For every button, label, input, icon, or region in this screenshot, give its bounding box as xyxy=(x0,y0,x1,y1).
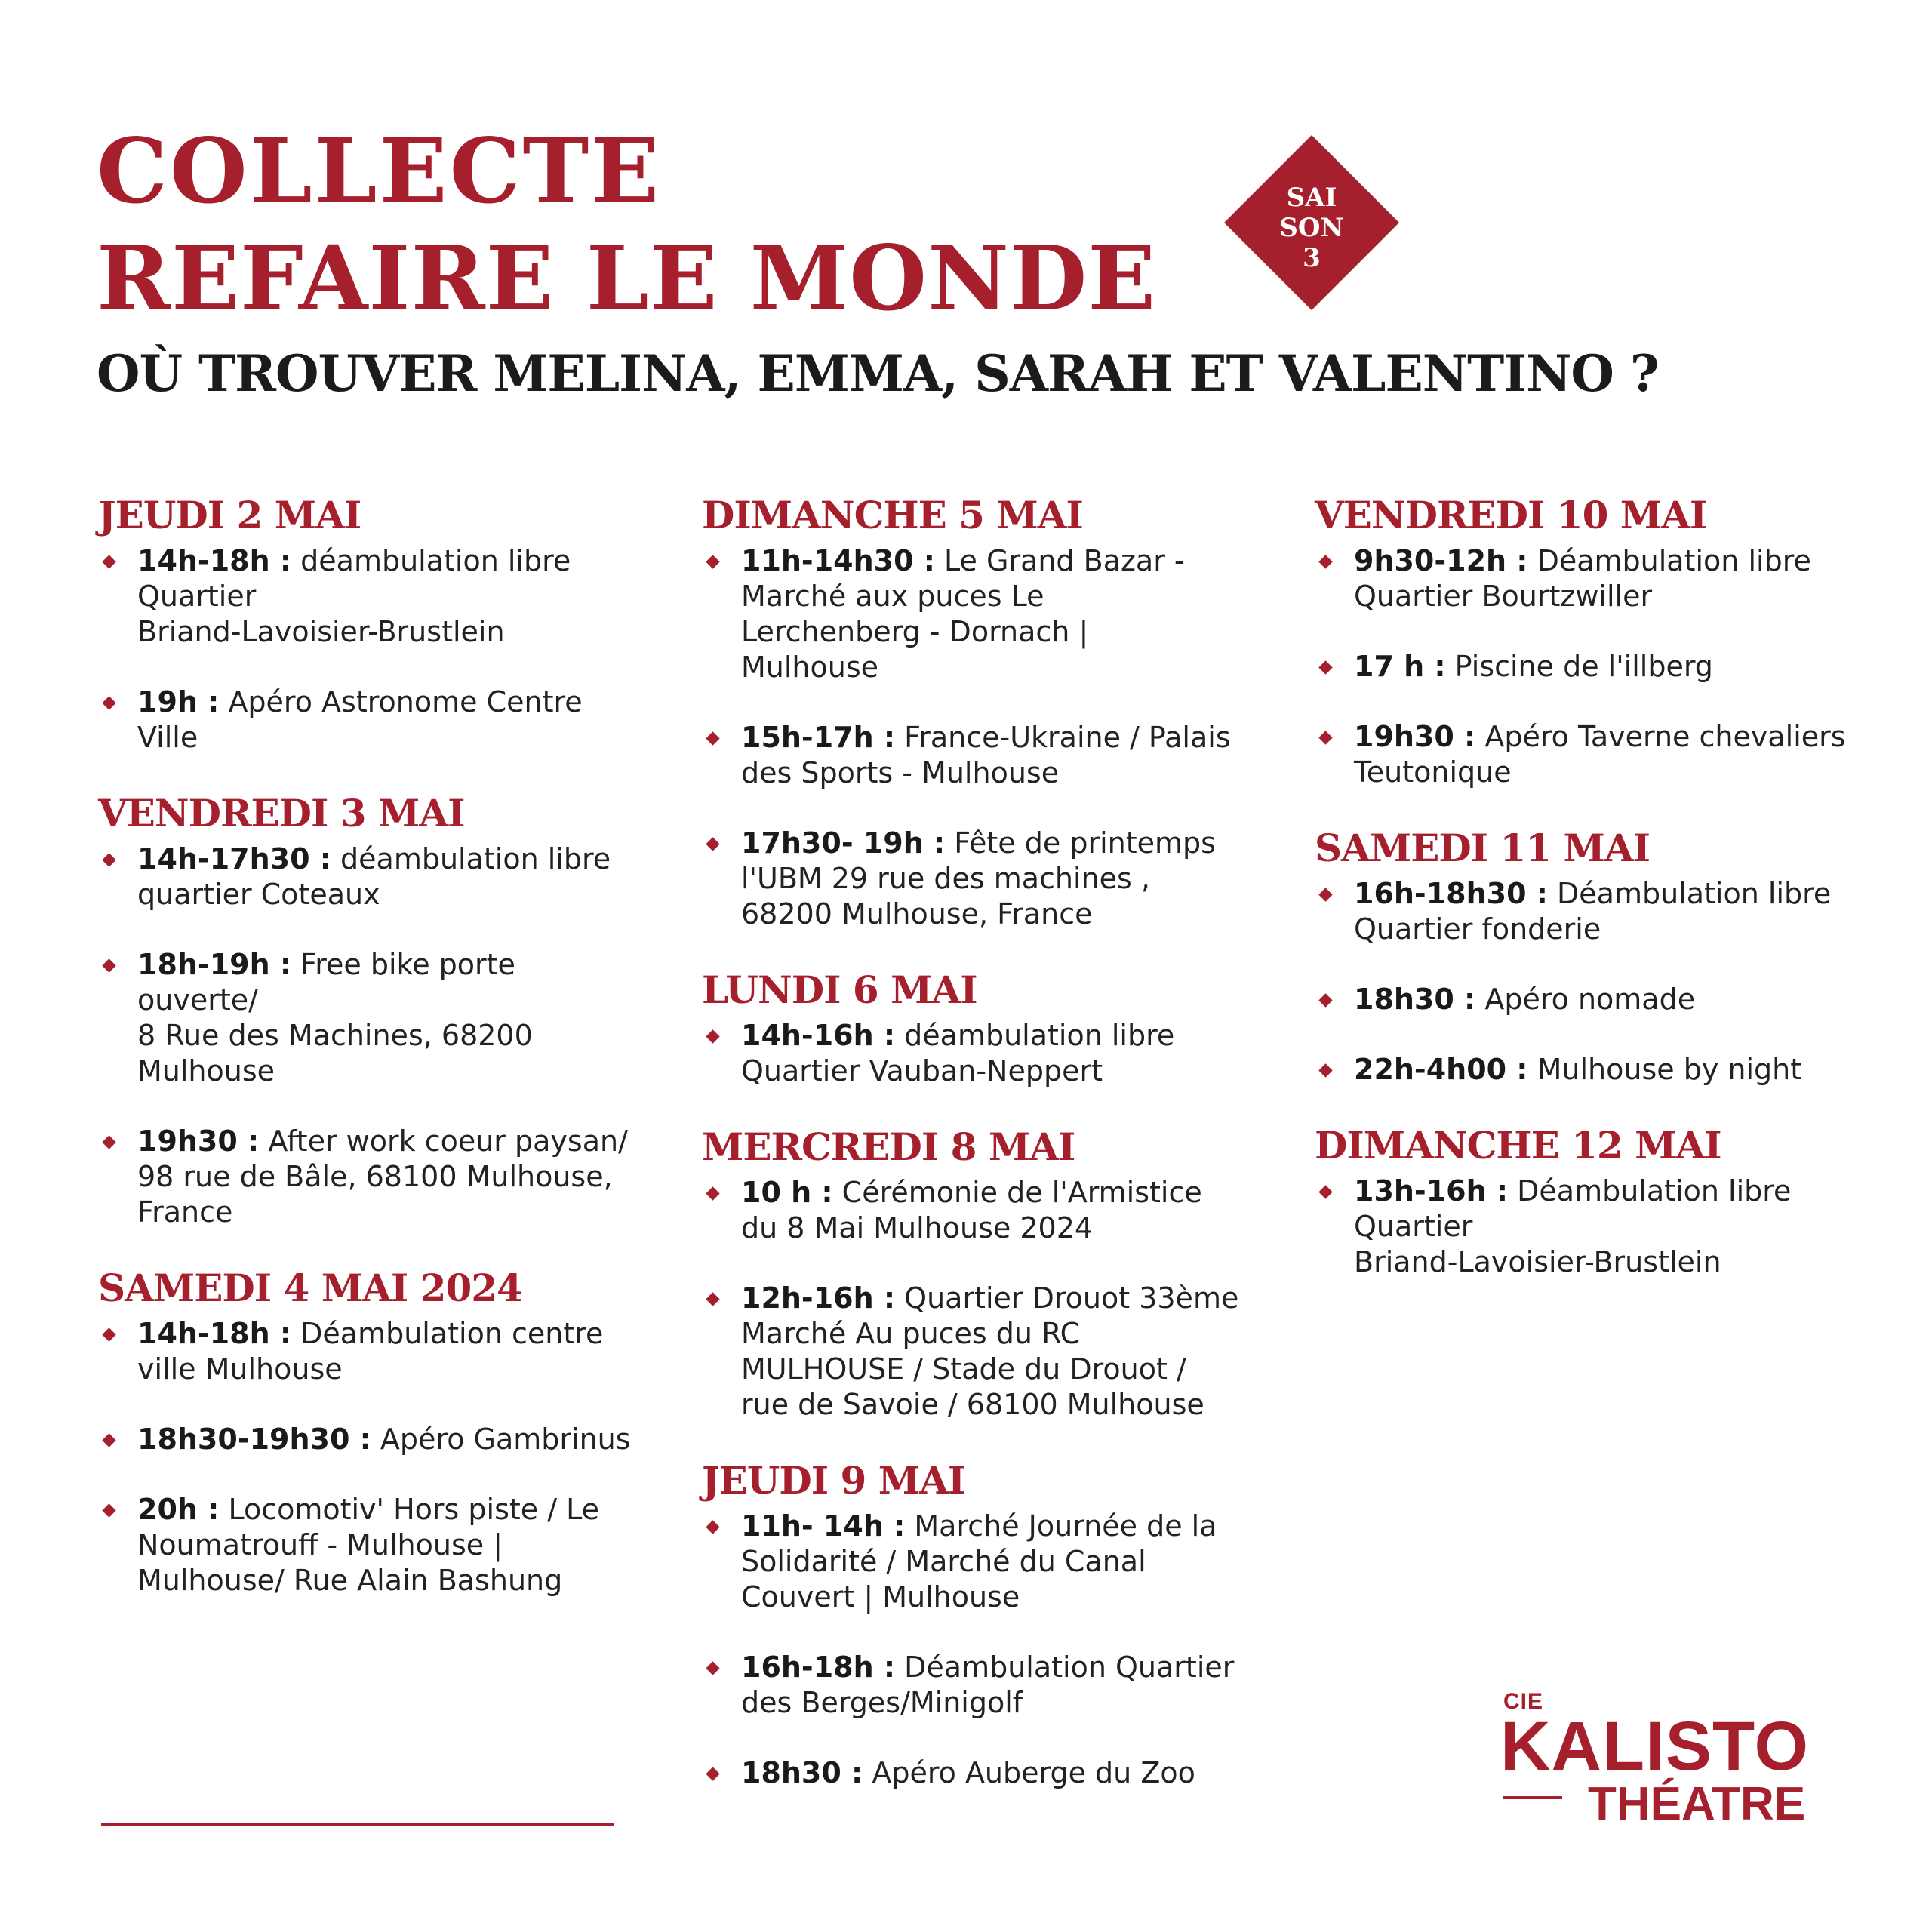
event-item xyxy=(1315,982,1873,1017)
event-item xyxy=(98,841,641,912)
event-item xyxy=(1315,719,1873,790)
event-description: Apéro Taverne chevaliers Teutonique xyxy=(1354,720,1846,789)
season-label-line-3: 3 xyxy=(1303,243,1321,273)
day-group xyxy=(1315,492,1873,790)
event-time: 10 h : xyxy=(741,1176,833,1209)
event-description: déambulation libre quartier Coteaux xyxy=(137,842,611,911)
event-description: Déambulation libre Quartier Briand-Lavoisier-Brustlein xyxy=(1354,1174,1792,1278)
diamond-bullet-icon xyxy=(706,555,719,568)
event-time: 14h-16h : xyxy=(741,1019,896,1052)
diamond-bullet-icon xyxy=(1318,888,1332,901)
event-item xyxy=(98,1422,641,1457)
diamond-bullet-icon xyxy=(706,1767,719,1780)
event-item xyxy=(702,1018,1245,1089)
season-badge xyxy=(1225,136,1398,309)
event-time: 14h-18h : xyxy=(137,544,292,577)
event-item xyxy=(702,1175,1245,1246)
event-item xyxy=(98,1492,641,1598)
event-description: Apéro Astronome Centre Ville xyxy=(137,685,583,754)
day-heading: DIMANCHE 12 MAI xyxy=(1315,1123,1721,1168)
event-description: Free bike porte ouverte/ 8 Rue des Machines, 68200 Mulhouse xyxy=(137,948,533,1088)
diamond-bullet-icon xyxy=(102,696,115,709)
day-heading: DIMANCHE 5 MAI xyxy=(702,493,1083,537)
event-item xyxy=(702,543,1245,685)
diamond-bullet-icon xyxy=(706,837,719,851)
schedule-column-2 xyxy=(702,492,1245,1826)
event-description: Déambulation libre Quartier Bourtzwiller xyxy=(1354,544,1811,613)
event-time: 14h-17h30 : xyxy=(137,842,331,875)
event-description: Marché Journée de la Solidarité / Marché du Canal Couvert | Mulhouse xyxy=(741,1509,1217,1614)
event-item xyxy=(702,826,1245,932)
event-item xyxy=(98,1124,641,1230)
event-time: 19h : xyxy=(137,685,220,718)
logo-sub: THÉATRE xyxy=(1588,1778,1806,1830)
event-item xyxy=(702,1650,1245,1721)
diamond-bullet-icon xyxy=(706,1292,719,1306)
event-item xyxy=(1315,649,1873,685)
diamond-bullet-icon xyxy=(102,853,115,866)
day-heading: VENDREDI 10 MAI xyxy=(1315,493,1707,537)
event-time: 18h30 : xyxy=(741,1756,863,1789)
day-heading: SAMEDI 4 MAI 2024 xyxy=(98,1266,522,1310)
event-description: After work coeur paysan/ 98 rue de Bâle, 68100 Mulhouse, France xyxy=(137,1124,628,1229)
event-item xyxy=(98,543,641,650)
event-time: 11h-14h30 : xyxy=(741,544,935,577)
day-group xyxy=(702,1124,1245,1423)
event-time: 9h30-12h : xyxy=(1354,544,1528,577)
event-time: 16h-18h30 : xyxy=(1354,877,1548,910)
diamond-bullet-icon xyxy=(102,1135,115,1149)
diamond-bullet-icon xyxy=(1318,660,1332,674)
event-item xyxy=(1315,1174,1873,1280)
schedule-column-3 xyxy=(1315,492,1873,1315)
title-line-1: COLLECTE xyxy=(97,118,662,223)
logo-dash xyxy=(1503,1796,1562,1799)
day-group xyxy=(702,967,1245,1089)
day-heading: LUNDI 6 MAI xyxy=(702,968,977,1012)
event-description: Déambulation libre Quartier fonderie xyxy=(1354,877,1832,946)
diamond-bullet-icon xyxy=(102,958,115,972)
event-time: 20h : xyxy=(137,1493,220,1526)
footer-divider xyxy=(101,1823,614,1826)
diamond-bullet-icon xyxy=(102,1327,115,1341)
event-time: 17 h : xyxy=(1354,650,1446,683)
day-group xyxy=(98,1265,641,1598)
event-item xyxy=(1315,1052,1873,1088)
diamond-bullet-icon xyxy=(706,1029,719,1043)
diamond-bullet-icon xyxy=(706,1186,719,1200)
event-description: Mulhouse by night xyxy=(1527,1053,1802,1086)
season-label-line-1: SAI xyxy=(1286,183,1337,213)
diamond-bullet-icon xyxy=(706,1520,719,1534)
event-time: 19h30 : xyxy=(137,1124,260,1158)
event-time: 18h30 : xyxy=(1354,983,1476,1016)
diamond-bullet-icon xyxy=(102,555,115,568)
day-group xyxy=(98,492,641,755)
event-time: 19h30 : xyxy=(1354,720,1476,753)
event-description: déambulation libre Quartier Vauban-Neppert xyxy=(741,1019,1175,1088)
event-description: Le Grand Bazar - Marché aux puces Le Lerchenberg - Dornach | Mulhouse xyxy=(741,544,1185,684)
event-time: 16h-18h : xyxy=(741,1651,896,1684)
event-description: Fête de printemps l'UBM 29 rue des machines , 68200 Mulhouse, France xyxy=(741,826,1216,931)
event-item xyxy=(98,947,641,1089)
day-group xyxy=(702,492,1245,932)
event-item xyxy=(702,1755,1245,1791)
diamond-bullet-icon xyxy=(1318,993,1332,1007)
logo-cie: CIE xyxy=(1503,1689,1544,1714)
event-time: 14h-18h : xyxy=(137,1317,292,1350)
event-item xyxy=(702,1509,1245,1615)
event-item xyxy=(1315,543,1873,614)
event-description: Apéro Auberge du Zoo xyxy=(863,1756,1195,1789)
event-time: 17h30- 19h : xyxy=(741,826,946,860)
event-description: Quartier Drouot 33ème Marché Au puces du RC MULHOUSE / Stade du Drouot / rue de Savoie / 68100 Mulhouse xyxy=(741,1281,1239,1421)
season-label-line-2: SON xyxy=(1279,213,1344,243)
logo-name: KALISTO xyxy=(1500,1708,1810,1785)
subtitle: OÙ TROUVER MELINA, EMMA, SARAH ET VALENTINO ? xyxy=(97,344,1659,403)
event-description: France-Ukraine / Palais des Sports - Mulhouse xyxy=(741,721,1231,789)
kalisto-logo xyxy=(1500,1689,1810,1840)
diamond-bullet-icon xyxy=(1318,1063,1332,1077)
day-heading: SAMEDI 11 MAI xyxy=(1315,826,1651,870)
event-item xyxy=(1315,876,1873,947)
event-item xyxy=(98,1316,641,1387)
event-description: Cérémonie de l'Armistice du 8 Mai Mulhouse 2024 xyxy=(741,1176,1202,1244)
day-group xyxy=(1315,1122,1873,1280)
event-description: Piscine de l'illberg xyxy=(1445,650,1713,683)
day-heading: VENDREDI 3 MAI xyxy=(98,791,465,835)
day-group xyxy=(1315,825,1873,1088)
season-label xyxy=(1225,183,1398,273)
event-item xyxy=(702,1281,1245,1423)
diamond-bullet-icon xyxy=(1318,731,1332,744)
event-description: Locomotiv' Hors piste / Le Noumatrouff - Mulhouse | Mulhouse/ Rue Alain Bashung xyxy=(137,1493,599,1597)
title-line-2: REFAIRE LE MONDE xyxy=(97,226,1157,331)
schedule-column-1 xyxy=(98,492,641,1633)
event-time: 22h-4h00 : xyxy=(1354,1053,1528,1086)
diamond-bullet-icon xyxy=(1318,1185,1332,1198)
diamond-bullet-icon xyxy=(1318,555,1332,568)
event-time: 18h-19h : xyxy=(137,948,292,981)
day-group xyxy=(98,790,641,1230)
event-description: Apéro nomade xyxy=(1475,983,1696,1016)
event-description: Apéro Gambrinus xyxy=(371,1423,631,1456)
event-time: 15h-17h : xyxy=(741,721,896,754)
event-time: 18h30-19h30 : xyxy=(137,1423,371,1456)
day-heading: JEUDI 9 MAI xyxy=(702,1458,965,1503)
day-group xyxy=(702,1457,1245,1791)
event-time: 13h-16h : xyxy=(1354,1174,1509,1208)
diamond-bullet-icon xyxy=(706,731,719,745)
event-item xyxy=(702,720,1245,791)
diamond-bullet-icon xyxy=(102,1503,115,1517)
day-heading: MERCREDI 8 MAI xyxy=(702,1124,1075,1169)
event-time: 11h- 14h : xyxy=(741,1509,906,1543)
event-description: déambulation libre Quartier Briand-Lavoisier-Brustlein xyxy=(137,544,571,648)
day-heading: JEUDI 2 MAI xyxy=(98,493,361,537)
event-description: Déambulation Quartier des Berges/Minigolf xyxy=(741,1651,1235,1719)
event-item xyxy=(98,685,641,755)
diamond-bullet-icon xyxy=(102,1433,115,1447)
diamond-bullet-icon xyxy=(706,1661,719,1675)
event-description: Déambulation centre ville Mulhouse xyxy=(137,1317,604,1386)
event-time: 12h-16h : xyxy=(741,1281,896,1315)
